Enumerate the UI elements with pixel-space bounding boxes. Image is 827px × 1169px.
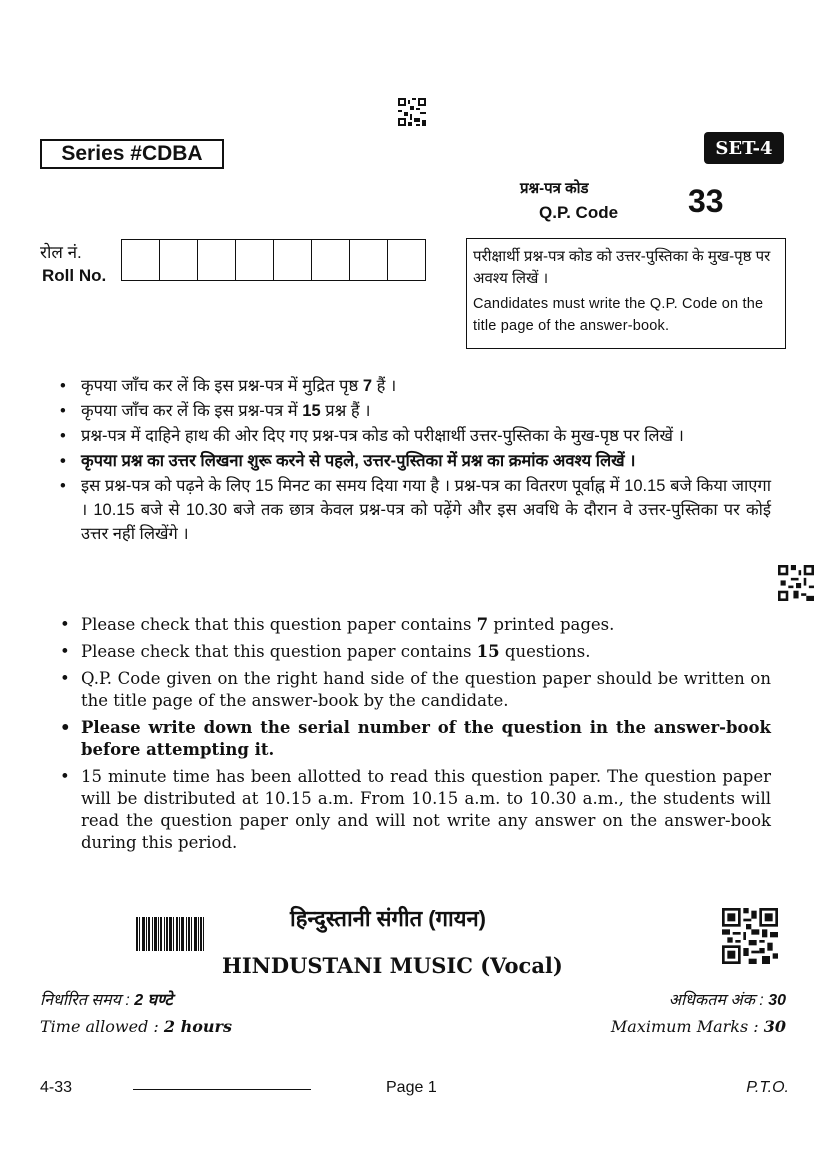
qp-code-value: 33 <box>688 183 724 219</box>
roll-digit-box[interactable] <box>387 239 426 281</box>
instruction-item: • Q.P. Code given on the right hand side of the question paper should be written on the title page of the answer-book by the candidate. <box>55 668 771 712</box>
maximum-marks-hindi: अधिकतम अंक : 30 <box>668 992 786 1009</box>
barcode-icon <box>136 917 204 951</box>
time-allowed-hindi: निर्धारित समय : 2 घण्टे <box>40 992 173 1009</box>
instruction-item: • Please write down the serial number of the question in the answer-book before attempting it. <box>55 717 771 761</box>
series-label: Series #CDBA <box>40 139 224 169</box>
footer-pto: P.T.O. <box>746 1079 789 1096</box>
instruction-item: • कृपया प्रश्न का उत्तर लिखना शुरू करने से पहले, उत्तर-पुस्तिका में प्रश्न का क्रमांक अवश्य लिखें । <box>55 449 771 473</box>
instruction-item: • Please check that this question paper contains 15 questions. <box>55 641 771 663</box>
roll-digit-box[interactable] <box>349 239 388 281</box>
roll-digit-box[interactable] <box>197 239 236 281</box>
roll-number-boxes[interactable] <box>122 239 426 281</box>
roll-digit-box[interactable] <box>235 239 274 281</box>
instructions-hindi <box>55 374 771 547</box>
roll-digit-box[interactable] <box>121 239 160 281</box>
candidate-notice-box <box>466 238 786 349</box>
qr-code-icon <box>722 908 778 964</box>
instructions-english <box>55 614 771 859</box>
footer-page-number: Page 1 <box>386 1079 437 1096</box>
qp-code-label-hindi: प्रश्न-पत्र कोड <box>520 180 589 197</box>
qr-code-icon <box>398 98 426 126</box>
qr-code-icon <box>778 565 814 601</box>
instruction-item: • Please check that this question paper contains 7 printed pages. <box>55 614 771 636</box>
subject-title-hindi: हिन्दुस्तानी संगीत (गायन) <box>290 906 486 931</box>
instruction-item: • 15 minute time has been allotted to read this question paper. The question paper will be distributed at 10.15 a.m. From 10.15 a.m. to 10.30 a.m., the students will read the question paper only and will not write any answer on the answer-book during this period. <box>55 766 771 854</box>
roll-digit-box[interactable] <box>159 239 198 281</box>
subject-title: HINDUSTANI MUSIC (Vocal) <box>222 953 563 978</box>
instruction-item: • प्रश्न-पत्र में दाहिने हाथ की ओर दिए गए प्रश्न-पत्र कोड को परीक्षार्थी उत्तर-पुस्तिका के मुख-पृष्ठ पर लिखें । <box>55 424 771 448</box>
maximum-marks: Maximum Marks : 30 <box>610 1017 786 1036</box>
instruction-item: • इस प्रश्न-पत्र को पढ़ने के लिए 15 मिनट का समय दिया गया है । प्रश्न-पत्र का वितरण पूर्वाह्न में 10.15 बजे किया जाएगा । 10.15 बजे से 10.30 बजे तक छात्र केवल प्रश्न-पत्र को पढ़ेंगे और इस अवधि के दौरान वे उत्तर-पुस्तिका पर कोई उत्तर नहीं लिखेंगे । <box>55 474 771 546</box>
footer-divider <box>133 1089 311 1090</box>
footer-paper-code: 4-33 <box>40 1079 73 1096</box>
instruction-item: • कृपया जाँच कर लें कि इस प्रश्न-पत्र में 15 प्रश्न हैं । <box>55 399 771 423</box>
roll-label: Roll No. <box>42 266 107 285</box>
roll-label-hindi: रोल नं. <box>40 243 82 262</box>
set-badge: SET-4 <box>704 132 784 164</box>
time-allowed: Time allowed : 2 hours <box>40 1017 232 1036</box>
instruction-item: • कृपया जाँच कर लें कि इस प्रश्न-पत्र में मुद्रित पृष्ठ 7 हैं । <box>55 374 771 398</box>
roll-digit-box[interactable] <box>311 239 350 281</box>
notice-english: Candidates must write the Q.P. Code on the title page of the answer-book. <box>473 296 764 334</box>
notice-hindi: परीक्षार्थी प्रश्न-पत्र कोड को उत्तर-पुस्तिका के मुख-पृष्ठ पर अवश्य लिखें । <box>473 248 771 287</box>
roll-digit-box[interactable] <box>273 239 312 281</box>
qp-code-label: Q.P. Code <box>539 203 619 222</box>
